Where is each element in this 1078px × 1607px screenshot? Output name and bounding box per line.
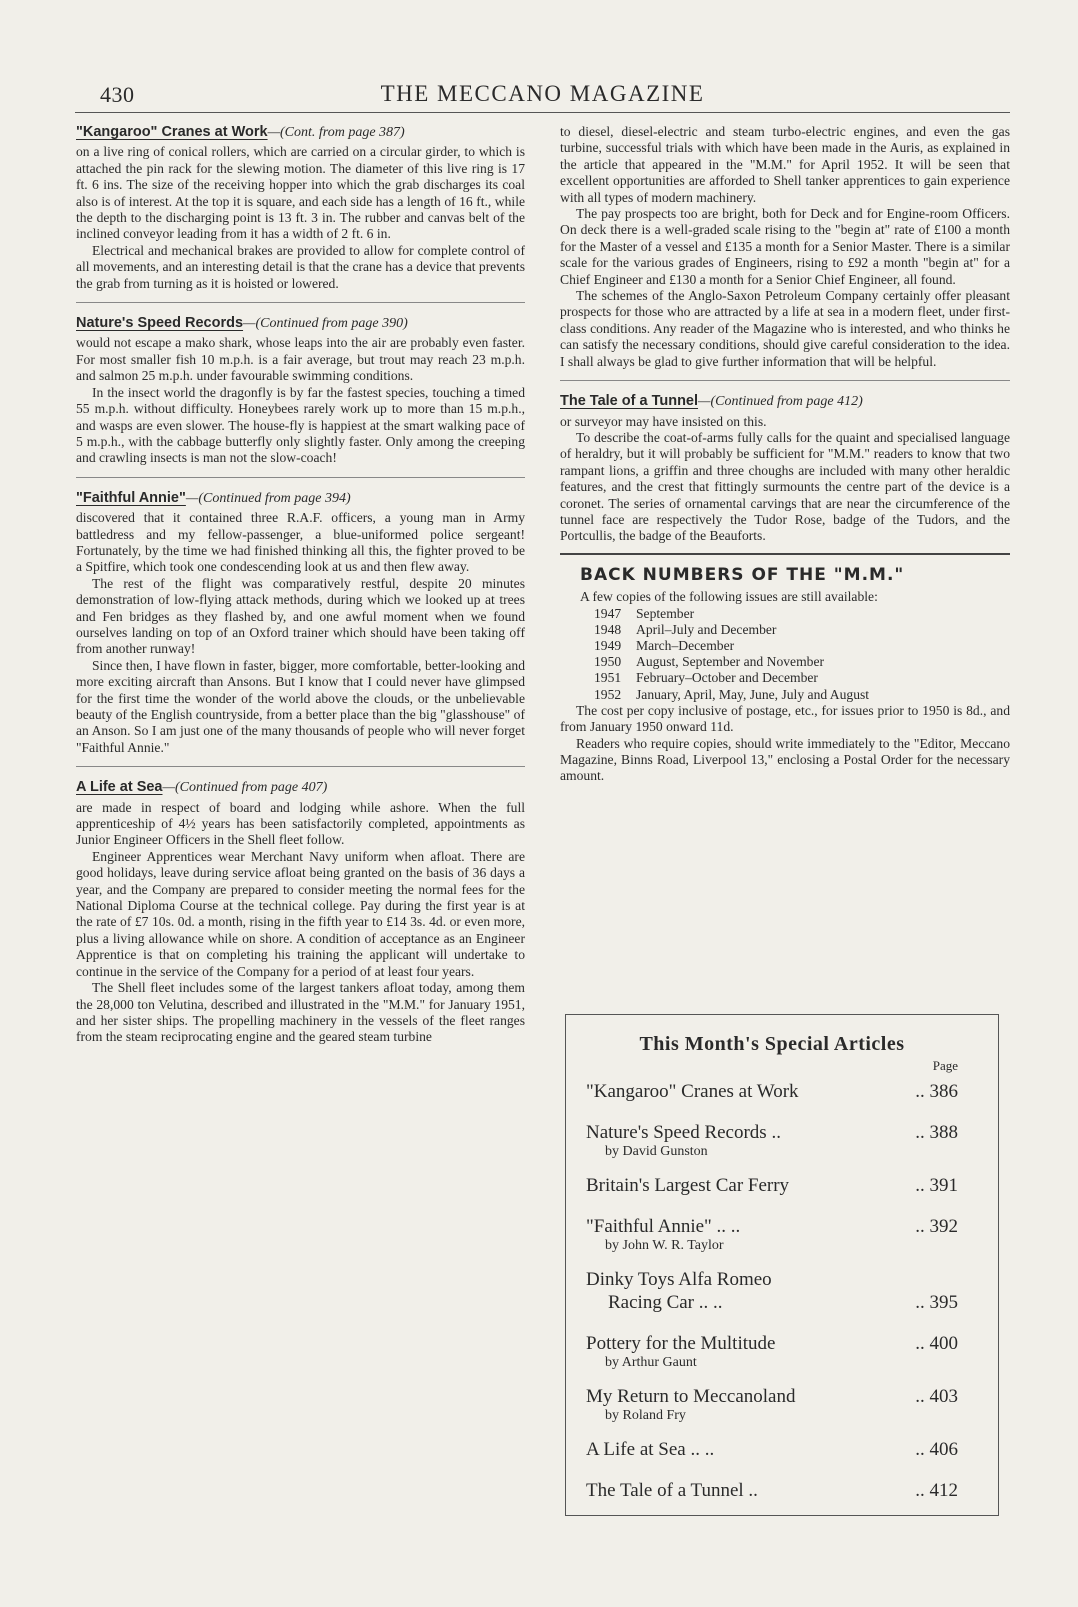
special-articles-title: This Month's Special Articles [639, 1033, 905, 1055]
paragraph: Readers who require copies, should write immediately to the "Editor, Meccano Magazine, Binns Road, Liverpool 13," enclosing a Postal Order for the necessary amount. [560, 735, 1010, 784]
article-title: Britain's Largest Car Ferry [586, 1175, 790, 1196]
issue-year: 1952 [594, 686, 622, 702]
section-continuation: —(Continued from page 412) [698, 394, 863, 410]
article-page: .. 412 [915, 1480, 958, 1501]
section-heading [76, 490, 525, 507]
article-title: The Tale of a Tunnel .. [586, 1480, 758, 1501]
issue-months: April–July and December [636, 621, 777, 637]
article-entry [586, 1438, 958, 1461]
article-title: A Life at Sea .. .. [586, 1439, 715, 1460]
article-entry [586, 1080, 958, 1103]
magazine-title: THE MECCANO MAGAZINE [380, 81, 705, 106]
article-author: by Arthur Gaunt [605, 1355, 697, 1370]
section-heading [560, 393, 1010, 410]
section-continuation: —(Continued from page 390) [243, 316, 408, 332]
divider [76, 302, 525, 303]
special-articles-box [565, 1014, 999, 1516]
article-author: by Roland Fry [605, 1408, 686, 1423]
back-numbers-title: BACK NUMBERS OF THE "M.M." [580, 564, 905, 585]
article-entry [586, 1479, 958, 1502]
article-title: Dinky Toys Alfa Romeo [586, 1269, 772, 1290]
article-title: Racing Car .. .. [608, 1292, 723, 1313]
section-heading [76, 315, 525, 332]
article-page: .. 388 [915, 1122, 958, 1143]
paragraph: The cost per copy inclusive of postage, etc., for issues prior to 1950 is 8d., and from January 1950 onward 11d. [560, 702, 1010, 735]
issue-year: 1948 [594, 621, 622, 637]
paragraph: The Shell fleet includes some of the largest tankers afloat today, among them the 28,000 ton Velutina, described and illustrated in the "M.M." for January 1951, and her sister ships. The propelling machinery in the vessels of the fleet ranges from the steam reciprocating engine and the geared steam turbine [76, 980, 525, 1045]
section-life-at-sea-continued [560, 124, 1010, 370]
section-kangaroo-cranes [76, 124, 525, 292]
paragraph: The schemes of the Anglo-Saxon Petroleum Company certainly offer pleasant prospects for those who are attracted by a life at sea in a modern fleet, under first-class conditions. Any reader of the Magazine who is interested, and who thinks he can satisfy the necessary conditions, should give careful consideration to the idea. I shall always be glad to give further information that will be helpful. [560, 288, 1010, 369]
issue-row [594, 687, 1010, 703]
section-title: Nature's Speed Records [76, 315, 244, 332]
article-entry [586, 1121, 958, 1144]
paragraph: to diesel, diesel-electric and steam turbo-electric engines, and even the gas turbine, successful trials with which have been made in the Auris, as explained in the article that appeared in the "M.M." for April 1952. It will be seen that excellent opportunities are afforded to Shell tanker apprentices to gain experience with all types of modern machinery. [560, 124, 1010, 205]
section-continuation: —(Continued from page 407) [162, 780, 328, 796]
left-column [76, 124, 525, 1046]
divider [76, 477, 525, 478]
article-page: .. 395 [915, 1292, 958, 1313]
section-title: "Kangaroo" Cranes at Work [76, 124, 268, 140]
article-title: Pottery for the Multitude [586, 1333, 776, 1354]
article-page: .. 403 [915, 1386, 958, 1407]
section-faithful-annie [76, 490, 525, 757]
section-title: The Tale of a Tunnel [560, 393, 699, 410]
page-number: 430 [100, 82, 135, 107]
issue-row [594, 622, 1010, 638]
article-page: .. 386 [915, 1081, 958, 1102]
article-title: My Return to Meccanoland [586, 1386, 796, 1407]
issue-year: 1950 [594, 654, 622, 670]
right-column [560, 124, 1010, 785]
paragraph: or surveyor may have insisted on this. [560, 413, 767, 429]
article-page: .. 406 [915, 1439, 958, 1460]
issue-row [594, 670, 1010, 686]
article-entry [586, 1268, 958, 1291]
section-heading [76, 779, 525, 796]
issue-year: 1951 [594, 670, 622, 686]
issue-months: September [636, 605, 695, 621]
issue-row [594, 654, 1010, 670]
issue-months: March–December [636, 637, 735, 653]
article-entry [586, 1385, 958, 1408]
paragraph: Electrical and mechanical brakes are provided to allow for complete control of all movements, and an interesting detail is that the crane has a device that prevents the grab from turning as it is hoisted or lowered. [76, 242, 525, 291]
back-numbers-notice [560, 564, 1010, 785]
divider [560, 380, 1010, 381]
article-author: by John W. R. Taylor [605, 1238, 724, 1253]
divider [76, 766, 525, 767]
section-heading [76, 124, 525, 141]
article-entry [586, 1332, 958, 1355]
paragraph: To describe the coat-of-arms fully calls for the quaint and specialised language of heraldry, but it will probably be sufficient for "M.M." readers to know that two rampant lions, a griffin and three choughs are included with many other heraldic features, and the crest that fittingly surmounts the centre part of the device is a coronet. The series of ornamental carvings that are near the circumference of the tunnel face are respectively the Tudor Rose, badge of the Tudors, and the Portcullis, the badge of the Beauforts. [560, 429, 1010, 544]
section-life-at-sea [76, 779, 525, 1046]
paragraph: The rest of the flight was comparatively restful, despite 20 minutes demonstration of low-flying attack methods, during which we looked up at trees and Fen bridges as they flashed by, and one awful moment when we found ourselves landing on top of an Oxford trainer which should have been taking off from another runway! [76, 575, 525, 657]
issue-row [594, 606, 1010, 622]
page-header [75, 80, 1010, 113]
paragraph: Engineer Apprentices wear Merchant Navy uniform when afloat. There are good holidays, leave during service afloat being granted on the basis of 36 days a year, and the Company are prepared to consider meeting the normal fees for the National Diploma Course at the technical college. Pay during the first year is at the rate of £7 10s. 0d. a month, rising in the fifth year to £14 3s. 4d. or even more, plus a living allowance while on shore. A condition of acceptance as an Engineer Apprentice is that on completing his training the applicant will undertake to continue in the service of the Company for a period of at least four years. [76, 848, 525, 979]
article-entry [586, 1174, 958, 1197]
article-title: Nature's Speed Records .. [586, 1122, 781, 1143]
article-page: .. 391 [915, 1175, 958, 1196]
issue-year: 1947 [594, 605, 622, 621]
paragraph: Since then, I have flown in faster, bigger, more comfortable, better-looking and more exciting aircraft than Ansons. But I know that I could never have glimpsed for the first time the wonder of the world above the clouds, or the unbelievable beauty of the English countryside, from a better place than the big "glasshouse" of an Anson. So I am just one of the many thousands of people who will never forget "Faithful Annie." [76, 657, 525, 755]
issue-months: February–October and December [636, 670, 818, 686]
paragraph: are made in respect of board and lodging while ashore. When the full apprenticeship of 4½ years has been satisfactorily completed, appointments as Junior Engineer Officers in the Shell fleet follow. [76, 799, 525, 848]
article-entry [586, 1291, 958, 1314]
page-column-label: Page [932, 1058, 958, 1073]
section-tale-of-a-tunnel [560, 393, 1010, 545]
paragraph: discovered that it contained three R.A.F. officers, a young man in Army battledress and my fellow-passenger, a blue-uniformed police sergeant! Fortunately, by the time we had finished thinking all this, the fighter proved to be a Spitfire, which took one condescending look at us and then flew away. [76, 510, 525, 575]
paragraph: would not escape a mako shark, whose leaps into the air are probably even faster. For most smaller fish 10 m.p.h. is a fair average, but trout may reach 23 m.p.h. and salmon 25 m.p.h. under favourable swimming conditions. [76, 335, 525, 384]
issue-months: August, September and November [636, 654, 825, 670]
article-entry [586, 1215, 958, 1238]
paragraph: In the insect world the dragonfly is by far the fastest species, touching a timed 55 m.p.h. without difficulty. Honeybees rarely work up to more than 15 m.p.h., and wasps are even slower. The house-fly is happiest at the smart walking pace of 5 m.p.h., with the cabbage butterfly only slightly faster. Only among the creeping and crawling insects is man not the slow-coach! [76, 384, 525, 466]
divider [560, 553, 1010, 555]
paragraph: on a live ring of conical rollers, which are carried on a circular girder, to which is attached the pin rack for the slewing motion. The diameter of this live ring is 17 ft. 6 ins. The size of the receiving hopper into which the grab discharges its coal also is of interest. At the top it is square, and each side has a length of 16 ft., while the depth to the discharging point is 13 ft. 3 in. The rubber and canvas belt of the inclined conveyor leading from it has a width of 2 ft. 6 in. [76, 144, 525, 242]
section-continuation: —(Continued from page 394) [185, 490, 351, 506]
issue-row [594, 638, 1010, 654]
paragraph: The pay prospects too are bright, both for Deck and for Engine-room Officers. On deck there is a well-graded scale rising to the "begin at" rate of £100 a month for the Master of a vessel and £135 a month for a Senior Master. There is a similar scale for the various grades of Engineers, rising to £92 a month "begin at" for a Chief Engineer and £130 a month for a Senior Chief Engineer, all found. [560, 206, 1010, 287]
article-title: "Faithful Annie" .. .. [586, 1216, 741, 1237]
article-page: .. 392 [915, 1216, 958, 1237]
issue-year: 1949 [594, 637, 622, 653]
section-natures-speed-records [76, 315, 525, 467]
section-title: "Faithful Annie" [76, 489, 186, 506]
article-title: "Kangaroo" Cranes at Work [586, 1081, 799, 1102]
article-author: by David Gunston [605, 1144, 708, 1159]
back-numbers-intro: A few copies of the following issues are still available: [580, 589, 878, 605]
issue-months: January, April, May, June, July and August [636, 686, 870, 702]
article-page: .. 400 [915, 1333, 958, 1354]
section-title: A Life at Sea [76, 779, 163, 796]
section-continuation: —(Cont. from page 387) [267, 125, 405, 140]
